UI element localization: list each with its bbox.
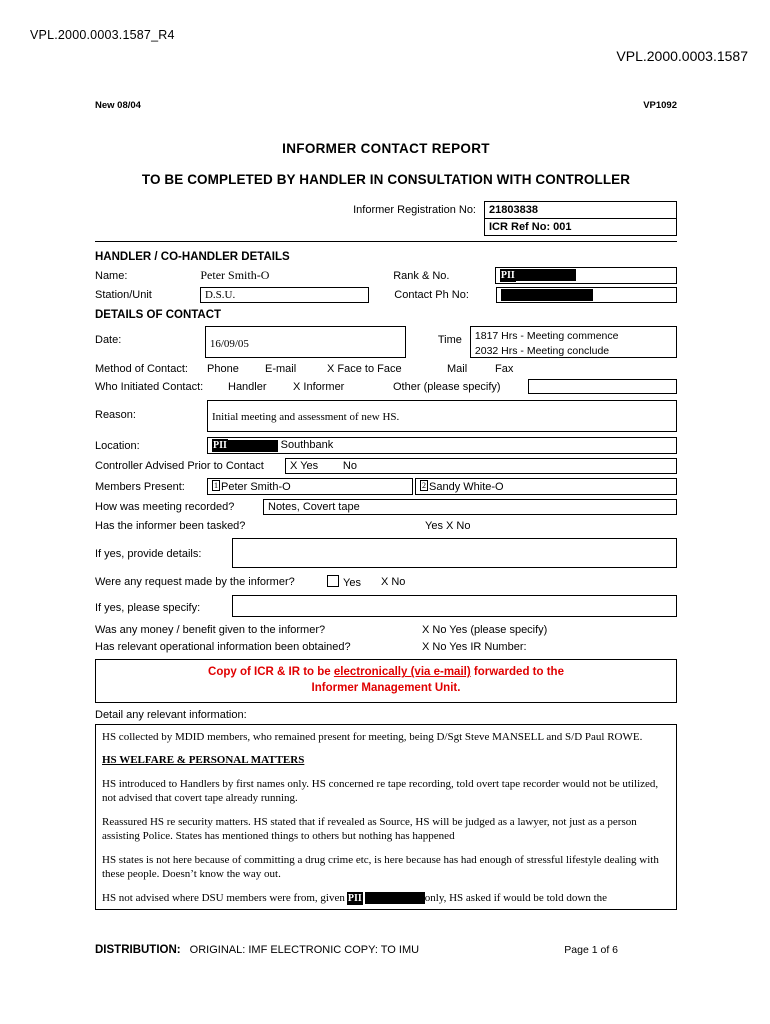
distribution-label: DISTRIBUTION: (95, 944, 181, 956)
controller-yes-option[interactable]: X Yes (290, 460, 319, 473)
initiated-option-informer[interactable]: X Informer (293, 380, 345, 393)
distribution-value: ORIGINAL: IMF ELECTRONIC COPY: TO IMU (189, 944, 420, 956)
controller-no-option[interactable]: No (342, 460, 357, 473)
request-specify-value[interactable] (232, 595, 677, 617)
welfare-heading: HS WELFARE & PERSONAL MATTERS (102, 754, 305, 767)
date-value[interactable]: 16/09/05 (205, 326, 406, 358)
who-initiated-row (95, 379, 677, 394)
handler-station-value[interactable]: D.S.U. (200, 287, 369, 303)
initiated-option-other[interactable]: Other (please specify) (393, 380, 501, 393)
notice-line1-part1: Copy of ICR & IR to be (208, 666, 334, 679)
informer-tasked-label: Has the informer been tasked? (95, 520, 246, 533)
controller-advised-row (95, 458, 677, 474)
bates-stamp-right: VPL.2000.0003.1587 (616, 48, 748, 64)
date-label: Date: (95, 334, 122, 347)
handler-station-row (95, 287, 677, 303)
informer-registration-label: Informer Registration No: (353, 204, 476, 216)
imu-notice (95, 659, 677, 702)
handler-contact-value[interactable] (496, 287, 678, 303)
request-no-option[interactable]: X No (380, 576, 406, 589)
money-benefit-row (95, 624, 677, 636)
location-text: Southbank (280, 439, 334, 452)
informer-tasked-value[interactable]: Yes X No (425, 520, 471, 533)
controller-advised-value[interactable] (285, 458, 677, 474)
member-1-value[interactable] (207, 478, 413, 495)
informer-tasked-row (95, 520, 677, 532)
detail-info-label: Detail any relevant information: (95, 708, 247, 721)
meeting-recorded-value[interactable]: Notes, Covert tape (263, 499, 677, 515)
notice-line1-underlined: electronically (via e-mail) (333, 666, 471, 679)
meeting-recorded-label: How was meeting recorded? (95, 501, 235, 514)
money-benefit-value[interactable]: X No Yes (please specify) (422, 624, 548, 637)
handler-station-label: Station/Unit (95, 289, 152, 302)
pii-redaction-detail: PII (347, 892, 362, 904)
request-yes-option[interactable] (315, 575, 361, 589)
detail-paragraph-1: HS collected by MDID members, who remained present for meeting, being D/Sgt Steve MANSELL and S/D Paul ROWE. (102, 730, 643, 743)
request-specify-label: If yes, please specify: (95, 602, 201, 615)
method-option-face-to-face[interactable]: X Face to Face (327, 363, 402, 376)
controller-advised-label: Controller Advised Prior to Contact (95, 460, 264, 473)
bates-stamp-left: VPL.2000.0003.1587_R4 (30, 28, 175, 42)
members-present-row (95, 478, 677, 495)
handler-rank-value[interactable] (495, 267, 677, 284)
page-title: INFORMER CONTACT REPORT (282, 141, 490, 156)
method-option-email[interactable]: E-mail (265, 363, 297, 376)
detail-paragraph-3: Reassured HS re security matters. HS stated that if revealed as Source, HS will be judged as a lawyer, not just as a person assisting Police. States has mentioned things to others but nothing has happened (102, 815, 637, 843)
method-option-fax[interactable]: Fax (495, 363, 514, 376)
initiated-option-handler[interactable]: Handler (228, 380, 267, 393)
contact-section-heading: DETAILS OF CONTACT (95, 309, 222, 322)
operational-info-value[interactable]: X No Yes IR Number: (422, 641, 527, 654)
detail-paragraph-4: HS states is not here because of committing a drug crime etc, is here because has had enough of stressful lifestyle dealing with these people. Doesn’t know the way out. (102, 853, 659, 881)
detail-paragraph-5-part2: only, HS asked if would be told down the (424, 891, 608, 904)
redaction-bar-contact (501, 289, 593, 301)
member-2-number: 2 (422, 481, 426, 491)
divider-top (95, 241, 677, 242)
member-1-name: Peter Smith-O (221, 481, 291, 494)
pii-redaction-location: PII (213, 440, 227, 452)
pii-redaction-rank: PII (500, 270, 515, 281)
form-code: VP1092 (643, 100, 677, 111)
form-revision: New 08/04 (95, 100, 141, 111)
request-specify-row (95, 595, 677, 617)
notice-line2: Informer Management Unit. (311, 681, 461, 694)
notice-line1-part2: forwarded to the (470, 666, 564, 679)
time-commence: 1817 Hrs - Meeting commence (474, 330, 619, 343)
time-value[interactable] (470, 326, 677, 358)
member-2-name: Sandy White-O (429, 481, 504, 494)
redaction-bar-location (228, 440, 278, 452)
handler-rank-label: Rank & No. (393, 269, 450, 282)
tasked-details-row (95, 538, 677, 568)
reason-label: Reason: (95, 409, 136, 422)
location-value[interactable] (207, 437, 677, 454)
detail-paragraph-5 (102, 891, 670, 906)
page-number: Page 1 of 6 (564, 944, 618, 956)
method-option-phone[interactable]: Phone (207, 363, 239, 376)
method-label: Method of Contact: (95, 363, 188, 376)
page-subtitle: TO BE COMPLETED BY HANDLER IN CONSULTATION WITH CONTROLLER (141, 172, 631, 187)
informer-request-label: Were any request made by the informer? (95, 576, 295, 589)
initiated-label: Who Initiated Contact: (95, 380, 204, 393)
handler-contact-label: Contact Ph No: (394, 289, 469, 302)
redaction-bar-rank (516, 269, 576, 281)
form-body (95, 100, 677, 910)
reason-value[interactable]: Initial meeting and assessment of new HS. (207, 400, 677, 432)
member-2-value[interactable] (415, 478, 677, 495)
reason-row (95, 400, 677, 432)
method-of-contact-row (95, 363, 677, 375)
meeting-recorded-row (95, 499, 677, 515)
initiated-other-value[interactable] (528, 379, 677, 394)
operational-info-label: Has relevant operational information been obtained? (95, 641, 351, 654)
handler-name-row (95, 267, 677, 284)
handler-section-heading: HANDLER / CO-HANDLER DETAILS (95, 251, 290, 263)
time-label: Time (437, 334, 462, 347)
form-meta-row (95, 100, 677, 111)
icr-ref-value[interactable]: ICR Ref No: 001 (484, 218, 677, 236)
tasked-details-label: If yes, provide details: (95, 548, 202, 561)
redaction-bar-detail (365, 892, 425, 904)
detail-paragraph-5-part1: HS not advised where DSU members were from, given (102, 891, 345, 904)
detail-paragraph-2: HS introduced to Handlers by first names only. HS concerned re tape recording, told overt tape recorder would not be utilized, not advised that covert tape already running. (102, 777, 659, 805)
location-row (95, 437, 677, 454)
money-benefit-label: Was any money / benefit given to the informer? (95, 624, 326, 637)
operational-info-row (95, 641, 677, 653)
registration-block (95, 201, 677, 236)
member-1-number: 1 (214, 481, 218, 491)
date-time-row (95, 326, 677, 358)
members-present-label: Members Present: (95, 480, 185, 493)
checkbox-request-yes[interactable] (327, 575, 339, 587)
footer (95, 944, 748, 956)
location-label: Location: (95, 439, 140, 452)
informer-registration-value[interactable]: 21803838 (484, 201, 677, 219)
informer-request-row (95, 575, 677, 589)
request-yes-label: Yes (343, 577, 361, 590)
time-conclude: 2032 Hrs - Meeting conclude (474, 344, 610, 357)
handler-name-label: Name: (95, 269, 128, 282)
tasked-details-value[interactable] (232, 538, 677, 568)
detail-info-box[interactable] (95, 724, 677, 910)
method-option-mail[interactable]: Mail (447, 363, 468, 376)
handler-name-value[interactable]: Peter Smith-O (200, 268, 270, 282)
